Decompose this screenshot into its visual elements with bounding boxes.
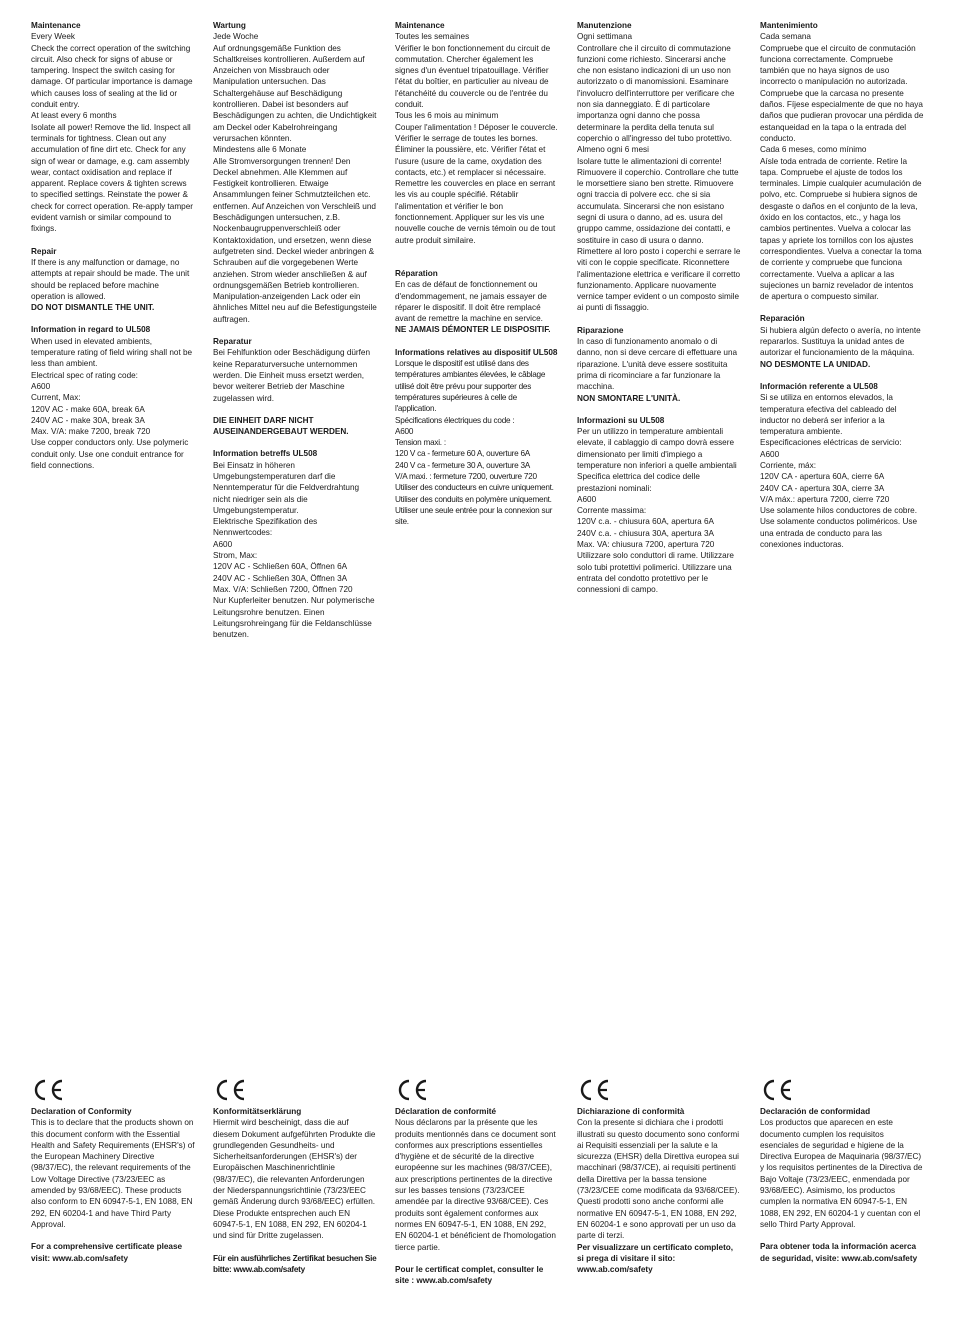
repair-heading: Réparation xyxy=(395,268,438,278)
maintenance-heading: Maintenance xyxy=(31,21,81,30)
maintenance-text: Ogni settimana Controllare che il circuito di commutazione funzioni come richiesto. Sincerarsi anche che non esistano indicazioni di un uso non autorizzato o di manomissioni. Esaminare l'involucro dell'interruttore per verificare che non sia danneggiato. È di particolare importanza ogni danno che possa determinare la perdita della tenuta sul coperchio o all'ingresso del tubo protettivo. Almeno ogni 6 mesi Isolare tutte le alimentazioni di corrente! Rimuovere il coperchio. Controllare che tutte le morsettiere siano ben strette. Rimuovere ogni traccia di polvere ecc. che si sia accumulata. Sincerarsi che non esistano segni di usura o danno, ad es. usura del gruppo camme, ossidazione dei contatti, e sostituire in caso di usura o danno. Rimettere al loro posto i coperchi e serrare le viti con le coppie specificate. Riconnettere l'alimentazione elettrica e verificare il corretto funzionamento. Applicare nuovamente vernice tamper evident o un composto simile ai punti di fissaggio. xyxy=(577,32,741,313)
declaration-heading: Konformitätserklärung xyxy=(213,1107,302,1116)
column-italian xyxy=(577,20,741,607)
repair-section xyxy=(577,325,741,404)
repair-text: Bei Fehlfunktion oder Beschädigung dürfen keine Reparaturversuche unternommen werden. Die Einheit muss ersetzt werden, bevor weiterer Betrieb der Maschine zugelassen wird. xyxy=(213,348,371,403)
repair-section xyxy=(31,246,195,314)
ul508-text: Lorsque le dispositif est utilisé dans des températures ambiantes élevées, le câblage utilisé doit être prévu pour supporter des températures supérieures à celle de l'application. Spécifications électriques du code : A600 Tension maxi. : 120 V ca - fermeture 60 A, ouverture 6A 240 V ca - fermeture 30 A, ouverture 3A V/A maxi. : fermeture 7200, ouverture 720 Utiliser des conducteurs en cuivre uniquement. Utiliser des conduits en polymère uniquement. Utiliser une seule entrée pour la connexion sur site. xyxy=(395,359,554,527)
repair-heading: Repair xyxy=(31,246,57,256)
repair-heading: Reparación xyxy=(760,314,805,324)
certificate-link-text: Für ein ausführliches Zertifikat besuchen Sie bitte: www.ab.com/safety xyxy=(213,1253,377,1274)
declaration-text: Nous déclarons par la présente que les produits mentionnés dans ce document sont conformes aux prescriptions essentielles d'hygiène et de sécurité de la directive européenne sur les machines (98/37/CEE), aux prescriptions pertinentes de la directive sur les basses tensions (73/23/CEE amendée par la directive 93/68/CEE). Ces produits sont également conformes aux normes EN 60947-5-1, EN 1088, EN 292, EN 60204-1 et bénéficient de l'homologation tierce partie. xyxy=(395,1118,556,1252)
maintenance-text: Every Week Check the correct operation of the switching circuit. Also check for signs of abuse or tampering. Inspect the switch casing for damage. Of particular importance is damage which causes loss of sealing at the lid or conduit entry. At least every 6 months Isolate all power! Remove the lid. Inspect all terminals for tightness. Clean out any accumulation of fine dirt etc. Check for any sign of wear or damage, e.g. cam assembly wear, contact oxidisation and replace if apparent. Replace covers & tighten screws to specified settings. Reinstate the power & check for correct operation. Re-apply tamper evident varnish or similar compound to fixings. xyxy=(31,32,194,234)
maintenance-text: Toutes les semaines Vérifier le bon fonctionnement du circuit de commutation. Chercher également les signes d'un éventuel tripatouillage. Vérifier l'état du boîtier, en particulier au niveau de l'étanchéité du couvercle ou de l'entrée du conduit. Tous les 6 mois au minimum Couper l'alimentation ! Déposer le couvercle. Vérifier le serrage de toutes les bornes. Éliminer la poussière, etc. Vérifier l'état et l'usure (usure de la came, oxydation des contacts, etc.) et remplacer si nécessaire. Remettre les couvercles en place en serrant les vis au couple spécifié. Rétablir l'alimentation et vérifier le bon fonctionnement. Appliquer sur les vis une nouvelle couche de vernis témoin ou de tout autre produit similaire. xyxy=(395,32,558,245)
ul508-heading: Information in regard to UL508 xyxy=(31,325,151,335)
maintenance-section xyxy=(395,20,559,246)
repair-text: Si hubiera algún defecto o avería, no intente repararlos. Sustituya la unidad antes de autorizar el funcionamiento de la máquina. xyxy=(760,325,921,358)
certificate-link-text: Per visualizzare un certificato completo, si prega di visitare il sito: www.ab.com/safety xyxy=(577,1242,734,1275)
repair-section xyxy=(760,313,924,369)
maintenance-heading: Manutenzione xyxy=(577,21,632,30)
ce-mark-icon xyxy=(213,1078,247,1102)
declaration-text: Hiermit wird bescheinigt, dass die auf diesem Dokument aufgeführten Produkte die grundlegenden Gesundheits- und Sicherheitsanforderungen (EHSR's) der Europäischen Maschinenrichtlinie (98/37/EC), die relevanten Anforderungen der Niederspannungsrichtlinie (73/23/EEC gemäß Änderung durch 93/68/EEC) erfüllen. Diese Produkte entsprechen auch EN 60947-5-1, EN 1088, EN 292, EN 60204-1 und sind für Dritte zugelassen. xyxy=(213,1118,376,1241)
repair-warning: NE JAMAIS DÉMONTER LE DISPOSITIF. xyxy=(395,325,551,335)
ul508-heading: Information betreffs UL508 xyxy=(213,449,318,459)
ul508-heading: Información referente a UL508 xyxy=(760,381,878,391)
declaration-italian xyxy=(577,1078,741,1286)
declaration-heading: Declaration of Conformity xyxy=(31,1107,132,1116)
ul508-heading: Informazioni su UL508 xyxy=(577,415,665,425)
ul508-section xyxy=(577,415,741,596)
ul508-text: Per un utilizzo in temperature ambientali elevate, il cablaggio di campo dovrà essere dimensionato per limiti d'impiego a temperature non inferiori a quelle ambientali Specifica elettrica del codice delle prestazioni nominali: A600 Corrente massima: 120V c.a. - chiusura 60A, apertura 6A 240V c.a. - chiusura 30A, apertura 3A Max. VA: chiusura 7200, apertura 720 Utilizzare solo conduttori di rame. Utilizzare solo tubi protettivi polimerici. Utilizzare una entrata del condotto protettivo per le connessioni di campo. xyxy=(577,427,737,595)
maintenance-heading: Wartung xyxy=(213,21,246,30)
maintenance-section xyxy=(213,20,377,325)
maintenance-section xyxy=(760,20,924,302)
column-spanish xyxy=(760,20,924,561)
ce-mark-icon xyxy=(31,1078,65,1102)
maintenance-heading: Mantenimiento xyxy=(760,21,818,30)
declaration-text: This is to declare that the products shown on this document conform with the Essential Health and Safety Requirements (EHSR's) of the European Machinery Directive (98/37/EC), the relevant requirements of the Low Voltage Directive (73/23/EEC as amended by 93/68/EEC). These products also conform to EN 60947-5-1, EN 1088, EN 292, EN 60204-1 and have Third Party Approval. xyxy=(31,1118,195,1229)
declaration-english xyxy=(31,1078,195,1275)
repair-text: In caso di funzionamento anomalo o di danno, non si deve cercare di effettuare una riparazione. L'unità deve essere sostituita prima di ricominciare a far funzionare la macchina. xyxy=(577,337,738,392)
declaration-heading: Declaración de conformidad xyxy=(760,1107,871,1116)
repair-text: If there is any malfunction or damage, no attempts at repair should be made. The unit should be replaced before machine operation is allowed. xyxy=(31,257,190,301)
ul508-text: Si se utiliza en entornos elevados, la temperatura efectiva del cableado del inductor no deberá ser inferior a la temperatura ambiente. Especificaciones eléctricas de servicio: A600 Corriente, máx: 120V CA - apertura 60A, cierre 6A 240V CA - apertura 30A, cierre 3A V/A máx.: apertura 7200, cierre 720 Use solamente hilos conductores de cobre. Use solamente conductos poliméricos. Use una entrada de conducto para las conexiones inductoras. xyxy=(760,393,918,550)
declaration-text: Con la presente si dichiara che i prodotti illustrati su questo documento sono conformi ai Requisiti essenziali per la salute e la sicurezza (EHSR) della Direttiva europea sui macchinari (98/37/CE), ai requisiti pertinenti della Direttiva per la bassa tensione (73/23/CEE come modificata da 93/68/CEE). Questi prodotti sono anche conformi alle normative EN 60947-5-1, EN 1088, EN 292, EN 60204-1 e sono approvati per un uso da parte di terzi. xyxy=(577,1118,740,1241)
maintenance-text: Cada semana Compruebe que el circuito de conmutación funciona correctamente. Compruebe también que no haya signos de uso incorrecto o manipulación no autorizada. Compruebe que la carcasa no presente daños. Fíjese especialmente de que no haya daños que pudieran provocar una pérdida de estanqueidad en la tapa o la entrada del conducto. Cada 6 meses, como mínimo Aísle toda entrada de corriente. Retire la tapa. Compruebe el ajuste de todos los terminales. Limpie cualquier acumulación de polvo, etc. Compruebe si hubiera signos de desgaste o daños en el conjunto de la leva, óxido en los contactos, etc., y haga los cambios pertinentes. Vuelva a colocar las tapas y apriete los tornillos con los ajustes correspondientes. Vuelva a conectar la toma de corriente y compruebe que funciona correctamente. Vuelva a aplicar a las sujeciones un barniz revelador de intentos de apertura o compuesto similar. xyxy=(760,32,924,302)
declaration-german xyxy=(213,1078,377,1286)
maintenance-section xyxy=(577,20,741,314)
ul508-section xyxy=(395,347,559,528)
column-german xyxy=(213,20,377,651)
declaration-heading: Dichiarazione di conformità xyxy=(577,1107,685,1116)
ce-mark-icon xyxy=(760,1078,794,1102)
ul508-section xyxy=(213,448,377,640)
repair-heading: Riparazione xyxy=(577,325,624,335)
repair-warning: DO NOT DISMANTLE THE UNIT. xyxy=(31,303,155,313)
ul508-heading: Informations relatives au dispositif UL508 xyxy=(395,347,558,357)
ul508-section xyxy=(760,381,924,550)
repair-heading: Reparatur xyxy=(213,337,252,347)
ce-mark-icon xyxy=(395,1078,429,1102)
maintenance-text: Jede Woche Auf ordnungsgemäße Funktion des Schaltkreises kontrollieren. Außerdem auf Anzeichen von Missbrauch oder Manipulation untersuchen. Das Schaltergehäuse auf Beschädigung kontrollieren. Dabei ist besonders auf Beschädigungen zu achten, die Undichtigkeit am Deckel oder Kabelrohreingang verursachen könnten. Mindestens alle 6 Monate Alle Stromversorgungen trennen! Den Deckel abnehmen. Alle Klemmen auf Festigkeit kontrollieren. Etwaige Ansammlungen feiner Schmutzteilchen etc. entfernen. Auf Anzeichen von Verschleiß und Beschädigungen untersuchen, z.B. Nockenbaugruppenverschleiß oder Kontaktoxidation, und ersetzen, wenn diese aufgetreten sind. Deckel wieder anbringen & Schrauben auf die vorgegebenen Werte anziehen. Strom wieder anschließen & auf ordnungsgemäßen Betrieb kontrollieren. Manipulation-anzeigenden Lack oder ein ähnliches Mittel neu auf die Befestigungsteile auftragen. xyxy=(213,32,377,324)
repair-warning: NO DESMONTE LA UNIDAD. xyxy=(760,359,871,369)
certificate-link-text: Para obtener toda la información acerca de seguridad, visite: www.ab.com/safety xyxy=(760,1242,918,1263)
declaration-french xyxy=(395,1078,559,1297)
column-french xyxy=(395,20,559,538)
declaration-spanish xyxy=(760,1078,924,1275)
repair-section xyxy=(395,268,559,336)
ul508-section xyxy=(31,324,195,471)
ce-mark-icon xyxy=(577,1078,611,1102)
ul508-text: Bei Einsatz in höheren Umgebungstemperaturen darf die Nenntemperatur für die Feldverdrahtung nicht niedriger sein als die Umgebungstemperatur. Elektrische Spezifikation des Nennwertcodes: A600 Strom, Max: 120V AC - Schließen 60A, Öffnen 6A 240V AC - Schließen 30A, Öffnen 3A Max. V/A: Schließen 7200, Öffnen 720 Nur Kupferleiter benutzen. Nur polymerische Leitungsrohre benutzen. Einen Leitungsrohreingang für die Feldanschlüsse benutzen. xyxy=(213,460,375,640)
column-english xyxy=(31,20,195,482)
certificate-link-text: For a comprehensive certificate please visit: www.ab.com/safety xyxy=(31,1242,183,1263)
certificate-link-text: Pour le certificat complet, consulter le site : www.ab.com/safety xyxy=(395,1264,544,1286)
repair-warning: DIE EINHEIT DARF NICHT AUSEINANDERGEBAUT WERDEN. xyxy=(213,415,349,437)
repair-text: En cas de défaut de fonctionnement ou d'endommagement, ne jamais essayer de réparer le dispositif. Il doit être remplacé avant de remettre la machine en service. xyxy=(395,280,547,324)
maintenance-heading: Maintenance xyxy=(395,21,445,30)
repair-section xyxy=(213,336,377,437)
declaration-text: Los productos que aparecen en este documento cumplen los requisitos esenciales de seguridad e higiene de la Directiva Europea de Maquinaria (98/37/EC) y los requisitos pertinentes de la Directiva de Bajo Voltaje (73/23/EEC, enmendada por 93/68/EEC). Asimismo, los productos cumplen la normativa EN 60947-5-1, EN 1088, EN 292, EN 60204-1 y cuentan con el sello Third Party Approval. xyxy=(760,1118,923,1229)
declaration-heading: Déclaration de conformité xyxy=(395,1107,497,1116)
repair-warning: NON SMONTARE L'UNITÀ. xyxy=(577,393,681,403)
maintenance-section xyxy=(31,20,195,235)
ul508-text: When used in elevated ambients, temperature rating of field wiring shall not be less than ambient. Electrical spec of rating code: A600 Current, Max: 120V AC - make 60A, break 6A 240V AC - make 30A, break 3A Max. V/A: make 7200, break 720 Use copper conductors only. Use polymeric conduit only. Use one conduit entrance for field connections. xyxy=(31,336,193,470)
